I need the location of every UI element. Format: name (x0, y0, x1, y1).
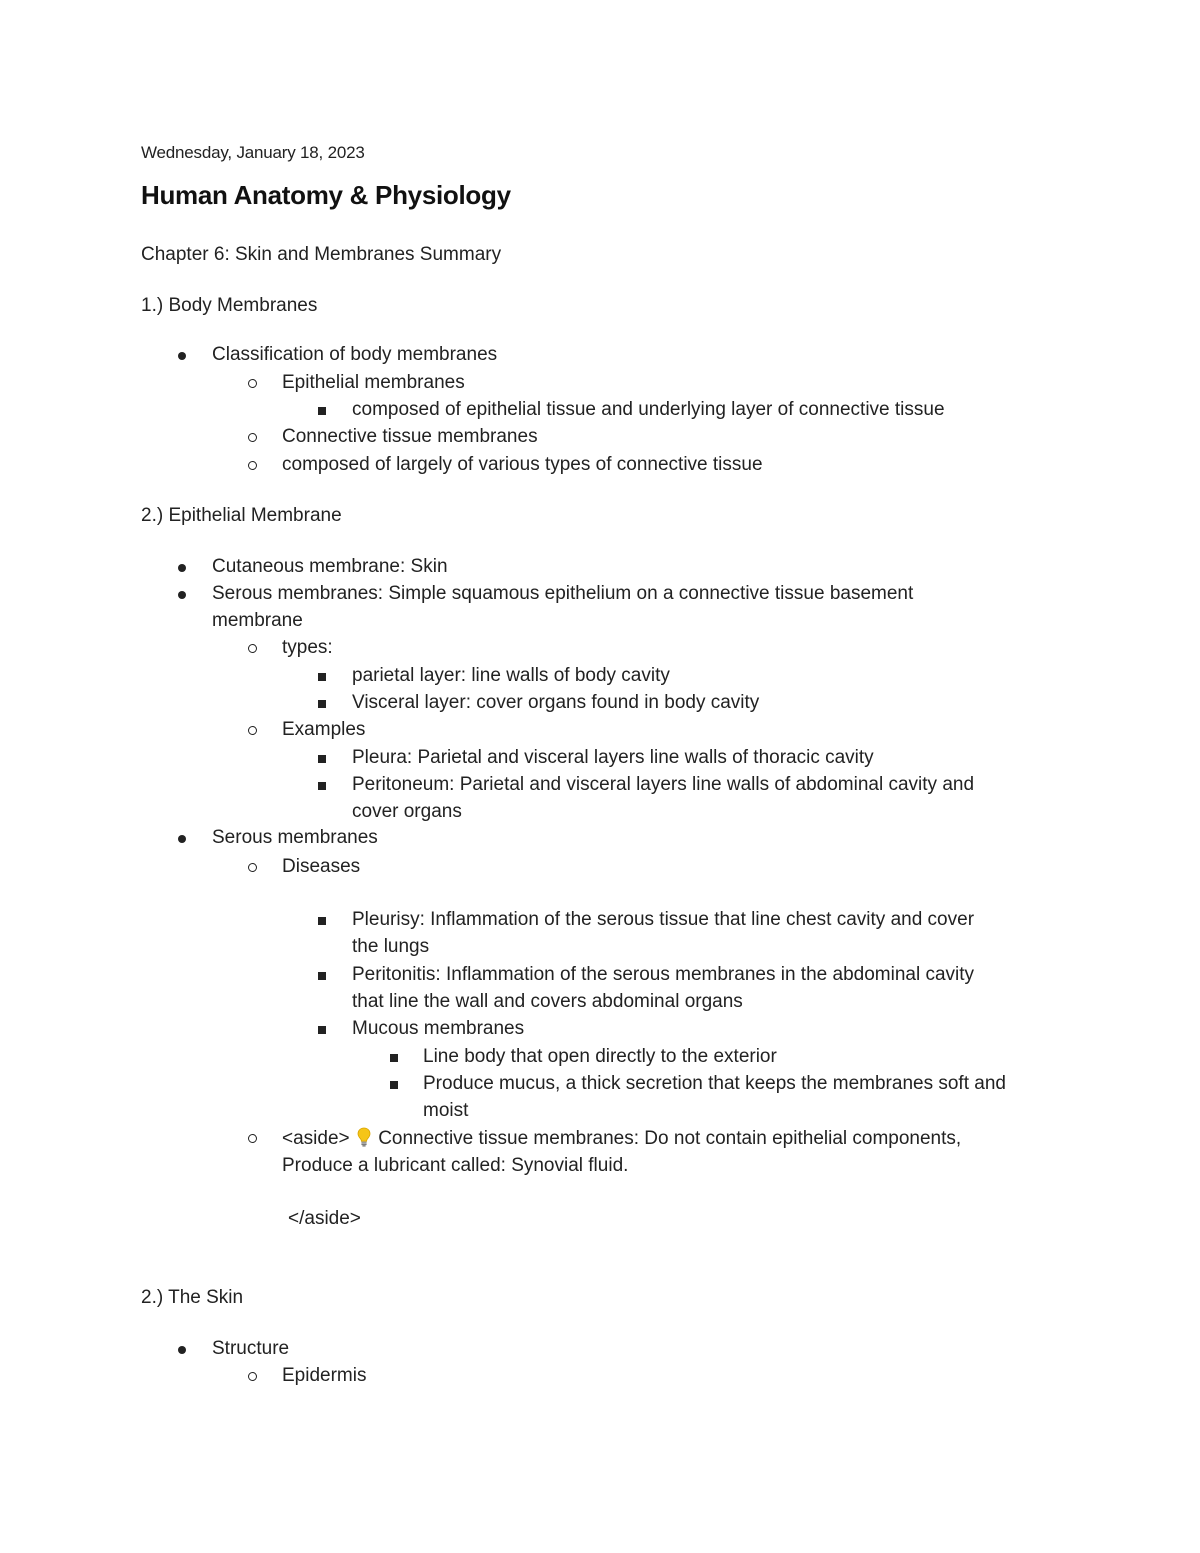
list-item: Line body that open directly to the exterior (423, 1046, 777, 1067)
bullet-disc (178, 835, 186, 843)
chapter-subtitle: Chapter 6: Skin and Membranes Summary (141, 244, 502, 265)
bullet-square (318, 700, 326, 708)
bullet-square (318, 972, 326, 980)
bullet-square (318, 673, 326, 681)
list-item-continuation: moist (423, 1100, 469, 1121)
list-item: Epithelial membranes (282, 372, 465, 393)
list-item: Serous membranes: Simple squamous epithelium on a connective tissue basement (212, 583, 914, 604)
list-item: Examples (282, 719, 366, 740)
bullet-square (318, 755, 326, 763)
list-item: types: (282, 637, 333, 658)
bullet-circle (248, 379, 257, 388)
section-heading-body-membranes: 1.) Body Membranes (141, 295, 318, 316)
lightbulb-icon (357, 1127, 371, 1147)
list-item: Peritonitis: Inflammation of the serous membranes in the abdominal cavity (352, 964, 975, 985)
bullet-square (390, 1081, 398, 1089)
list-item: Connective tissue membranes (282, 426, 538, 447)
bullet-disc (178, 591, 186, 599)
bullet-circle (248, 433, 257, 442)
list-item: Diseases (282, 856, 361, 877)
bullet-disc (178, 564, 186, 572)
bullet-circle (248, 1372, 257, 1381)
list-item-continuation: cover organs (352, 801, 462, 822)
document-date: Wednesday, January 18, 2023 (141, 143, 365, 162)
bullet-square (318, 1026, 326, 1034)
bullet-square (318, 782, 326, 790)
list-item: parietal layer: line walls of body cavity (352, 665, 670, 686)
list-item: Mucous membranes (352, 1018, 525, 1039)
list-item-continuation: the lungs (352, 936, 430, 957)
bullet-square (390, 1054, 398, 1062)
aside-line (282, 1127, 961, 1150)
bullet-square (318, 917, 326, 925)
aside-close-tag: </aside> (288, 1208, 361, 1229)
bullet-square (318, 407, 326, 415)
list-item-continuation: that line the wall and covers abdominal organs (352, 991, 743, 1012)
list-item: Visceral layer: cover organs found in body cavity (352, 692, 760, 713)
list-item: composed of largely of various types of connective tissue (282, 454, 763, 475)
page-title: Human Anatomy & Physiology (141, 180, 511, 210)
list-item: Epidermis (282, 1365, 367, 1386)
bullet-circle (248, 1134, 257, 1143)
bullet-circle (248, 863, 257, 872)
list-item: Pleurisy: Inflammation of the serous tissue that line chest cavity and cover (352, 909, 975, 930)
aside-text: Connective tissue membranes: Do not contain epithelial components, (378, 1128, 962, 1149)
bullet-circle (248, 461, 257, 470)
bullet-circle (248, 726, 257, 735)
list-item: Structure (212, 1338, 290, 1359)
aside-open-tag: <aside> (282, 1128, 350, 1149)
aside-text-continuation: Produce a lubricant called: Synovial fluid. (282, 1155, 629, 1176)
section-heading-epithelial-membrane: 2.) Epithelial Membrane (141, 505, 342, 526)
list-item: Peritoneum: Parietal and visceral layers line walls of abdominal cavity and (352, 774, 975, 795)
list-item: Produce mucus, a thick secretion that keeps the membranes soft and (423, 1073, 1006, 1094)
list-item: Serous membranes (212, 827, 378, 848)
bullet-circle (248, 644, 257, 653)
list-item: composed of epithelial tissue and underlying layer of connective tissue (352, 399, 945, 420)
list-item: Classification of body membranes (212, 344, 498, 365)
section-heading-the-skin: 2.) The Skin (141, 1287, 244, 1308)
list-item: Cutaneous membrane: Skin (212, 556, 448, 577)
bullet-disc (178, 352, 186, 360)
bullet-disc (178, 1346, 186, 1354)
list-item: Pleura: Parietal and visceral layers line walls of thoracic cavity (352, 747, 874, 768)
list-item-continuation: membrane (212, 610, 303, 631)
